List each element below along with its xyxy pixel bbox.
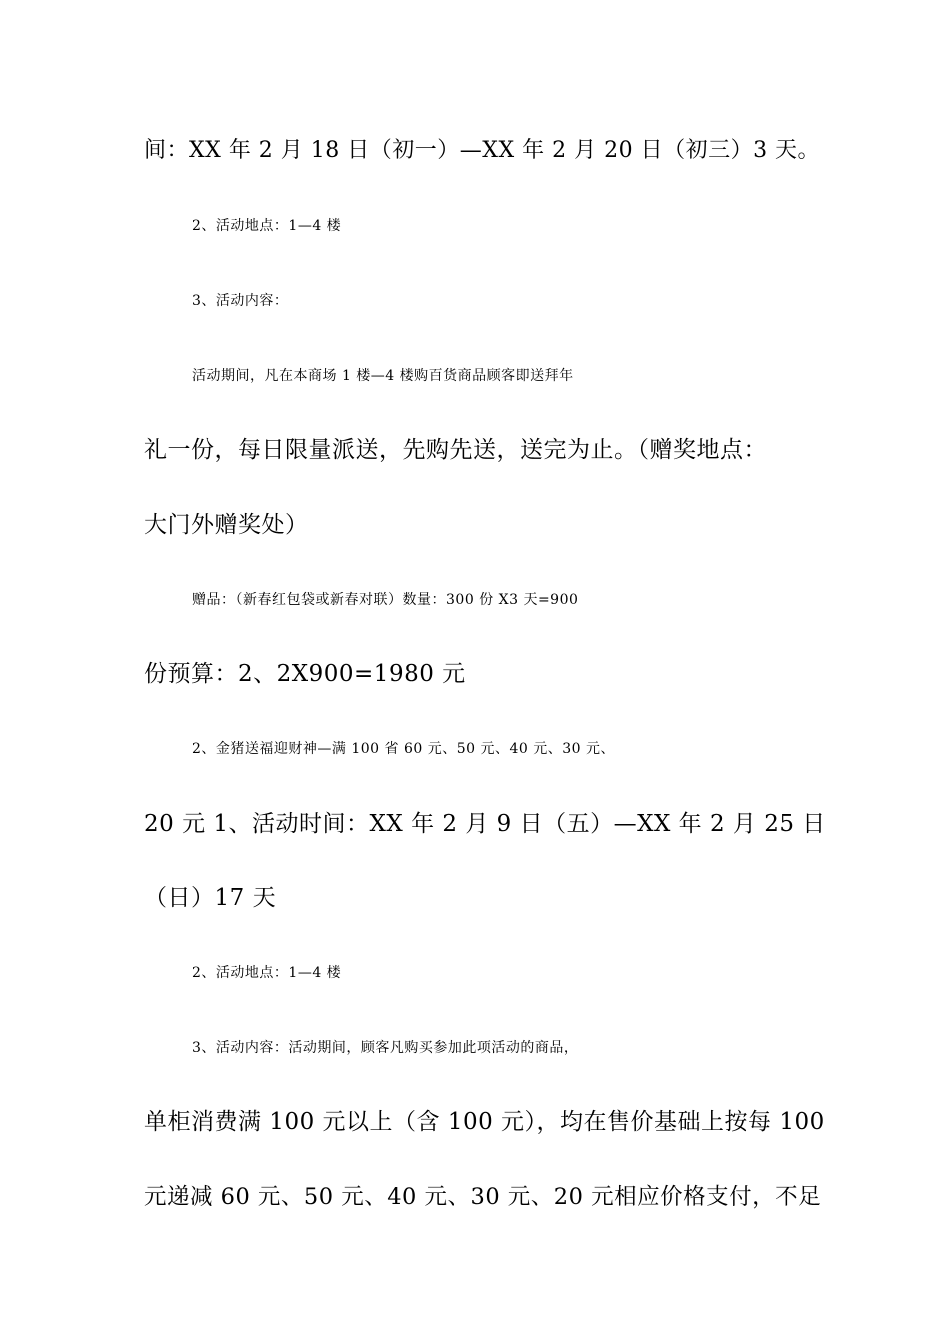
text-line-12: 2、活动地点：1—4 楼 — [192, 965, 342, 981]
text-line-2: 2、活动地点：1—4 楼 — [192, 218, 342, 234]
text-line-15: 元递减 60 元、50 元、40 元、30 元、20 元相应价格支付，不足 — [144, 1184, 822, 1210]
text-line-4: 活动期间，凡在本商场 1 楼—4 楼购百货商品顾客即送拜年 — [192, 368, 574, 384]
text-line-7: 赠品：（新春红包袋或新春对联）数量：300 份 X3 天=900 — [192, 592, 579, 608]
text-line-1: 间：XX 年 2 月 18 日（初一）—XX 年 2 月 20 日（初三）3 天。 — [144, 138, 821, 163]
text-line-10: 20 元 1、活动时间：XX 年 2 月 9 日（五）—XX 年 2 月 25 日 — [144, 811, 826, 837]
text-line-5: 礼一份，每日限量派送，先购先送，送完为止。（赠奖地点： — [144, 437, 767, 463]
text-line-14: 单柜消费满 100 元以上（含 100 元），均在售价基础上按每 100 — [144, 1109, 825, 1135]
text-line-3: 3、活动内容： — [192, 293, 289, 309]
text-line-8: 份预算：2、2X900=1980 元 — [144, 661, 466, 687]
text-line-9: 2、金猪送福迎财神—满 100 省 60 元、50 元、40 元、30 元、 — [192, 741, 616, 757]
text-line-13: 3、活动内容：活动期间，顾客凡购买参加此项活动的商品， — [192, 1040, 579, 1056]
text-line-6: 大门外赠奖处） — [144, 512, 309, 538]
text-line-11: （日）17 天 — [144, 885, 277, 911]
